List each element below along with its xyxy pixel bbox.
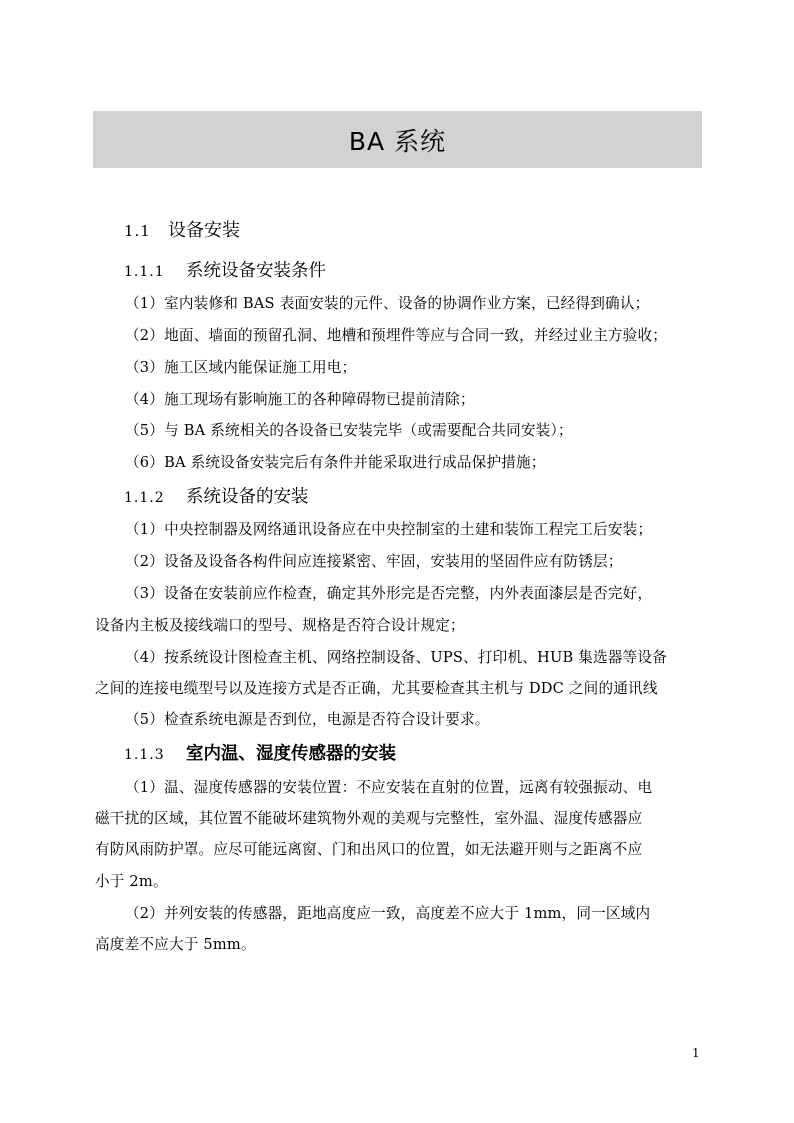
section-number: 1.1	[124, 222, 151, 240]
paragraph-line: 设备内主板及接线端口的型号、规格是否符合设计规定；	[95, 617, 465, 634]
subsection-heading	[124, 483, 309, 508]
subsection-number: 1.1.2	[124, 490, 165, 506]
subsection-title: 系统设备安装条件	[186, 261, 326, 281]
section-heading	[124, 216, 240, 242]
paragraph-line: （1）室内装修和 BAS 表面安装的元件、设备的协调作业方案，已经得到确认；	[125, 295, 650, 312]
paragraph-line: （1）温、湿度传感器的安装位置：不应安装在直射的位置，远离有较强振动、电	[125, 779, 653, 796]
page-number: 1	[692, 1046, 700, 1060]
subsection-title: 室内温、湿度传感器的安装	[186, 744, 396, 764]
subsection-number: 1.1.1	[124, 264, 165, 280]
paragraph-line: 之间的连接电缆型号以及连接方式是否正确，尤其要检查其主机与 DDC 之间的通讯线	[95, 680, 658, 697]
paragraph-line: （6）BA 系统设备安装完后有条件并能采取进行成品保护措施；	[125, 454, 546, 471]
subsection-title: 系统设备的安装	[186, 487, 309, 507]
paragraph-line: （5）检查系统电源是否到位，电源是否符合设计要求。	[125, 711, 490, 728]
paragraph-line: 磁干扰的区域，其位置不能破坏建筑物外观的美观与完整性，室外温、湿度传感器应	[95, 810, 643, 827]
paragraph-line: （2）设备及设备各构件间应连接紧密、牢固，安装用的坚固件应有防锈层；	[125, 553, 623, 570]
paragraph-line: （4）按系统设计图检查主机、网络控制设备、UPS、打印机、HUB 集选器等设备	[125, 649, 667, 666]
paragraph-line: 高度差不应大于 5mm。	[95, 936, 256, 953]
document-title: BA 系统	[348, 126, 447, 156]
paragraph-line: 有防风雨防护罩。应尽可能远离窗、门和出风口的位置，如无法避开则与之距离不应	[95, 841, 643, 858]
subsection-number: 1.1.3	[124, 747, 165, 763]
subsection-heading	[124, 257, 326, 282]
paragraph-line: 小于 2m。	[95, 873, 168, 890]
paragraph-line: （4）施工现场有影响施工的各种障碍物已提前清除；	[125, 391, 475, 408]
section-title: 设备安装	[168, 220, 240, 241]
subsection-heading	[124, 740, 396, 765]
paragraph-line: （5）与 BA 系统相关的各设备已安装完毕（或需要配合共同安装）；	[125, 422, 573, 439]
paragraph-line: （2）地面、墙面的预留孔洞、地槽和预埋件等应与合同一致，并经过业主方验收；	[125, 327, 668, 344]
paragraph-line: （3）施工区域内能保证施工用电；	[125, 359, 357, 376]
paragraph-line: （3）设备在安装前应作检查，确定其外形完是否完整，内外表面漆层是否完好，	[125, 585, 653, 602]
paragraph-line: （1）中央控制器及网络通讯设备应在中央控制室的土建和装饰工程完工后安装；	[125, 521, 653, 538]
title-banner	[93, 111, 702, 168]
paragraph-line: （2）并列安装的传感器，距地高度应一致，高度差不应大于 1mm，同一区域内	[125, 905, 651, 922]
